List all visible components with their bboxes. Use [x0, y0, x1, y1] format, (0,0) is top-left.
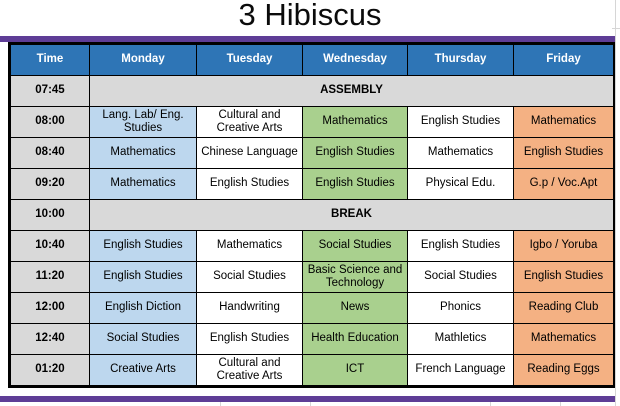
subject-cell: English Studies [303, 138, 408, 169]
subject-cell: Reading Eggs [514, 355, 615, 387]
subject-cell: English Diction [90, 293, 197, 324]
header-row [10, 44, 615, 76]
break-cell: BREAK [90, 200, 615, 231]
table-row-1240 [10, 324, 615, 355]
table-row-0920 [10, 169, 615, 200]
subject-cell: Mathletics [408, 324, 514, 355]
time-cell: 12:00 [10, 293, 90, 324]
time-cell: 01:20 [10, 355, 90, 387]
time-cell: 09:20 [10, 169, 90, 200]
subject-cell: Cultural and Creative Arts [197, 107, 303, 138]
subject-cell: English Studies [197, 169, 303, 200]
subject-cell: Lang. Lab/ Eng. Studies [90, 107, 197, 138]
subject-cell: Mathematics [514, 324, 615, 355]
subject-cell: English Studies [514, 138, 615, 169]
header-cell-wednesday: Wednesday [303, 44, 408, 76]
time-cell: 08:00 [10, 107, 90, 138]
gridline [560, 402, 561, 406]
subject-cell: ICT [303, 355, 408, 387]
subject-cell: Igbo / Yoruba [514, 231, 615, 262]
subject-cell: Mathematics [197, 231, 303, 262]
subject-cell: Mathematics [90, 169, 197, 200]
subject-cell: English Studies [408, 231, 514, 262]
table-row-1120 [10, 262, 615, 293]
subject-cell: Physical Edu. [408, 169, 514, 200]
table-row-1200 [10, 293, 615, 324]
subject-cell: Social Studies [303, 231, 408, 262]
bottom-accent-bar [0, 396, 616, 402]
subject-cell: Social Studies [408, 262, 514, 293]
subject-cell: Handwriting [197, 293, 303, 324]
subject-cell: News [303, 293, 408, 324]
page-title: 3 Hibiscus [238, 0, 382, 32]
subject-cell: G.p / Voc.Apt [514, 169, 615, 200]
time-cell: 11:20 [10, 262, 90, 293]
subject-cell: Social Studies [90, 324, 197, 355]
subject-cell: Reading Club [514, 293, 615, 324]
subject-cell: English Studies [303, 169, 408, 200]
header-cell-time: Time [10, 44, 90, 76]
subject-cell: Chinese Language [197, 138, 303, 169]
timetable-table [8, 42, 616, 388]
time-cell: 12:40 [10, 324, 90, 355]
subject-cell: Health Education [303, 324, 408, 355]
subject-cell: Phonics [408, 293, 514, 324]
subject-cell: Creative Arts [90, 355, 197, 387]
subject-cell: Mathematics [90, 138, 197, 169]
gridline [310, 402, 311, 406]
gridline [612, 28, 620, 29]
table-row-0840 [10, 138, 615, 169]
table-row-1000 [10, 200, 615, 231]
subject-cell: Mathematics [408, 138, 514, 169]
subject-cell: Mathematics [303, 107, 408, 138]
time-cell: 10:00 [10, 200, 90, 231]
header-cell-thursday: Thursday [408, 44, 514, 76]
subject-cell: Mathematics [514, 107, 615, 138]
time-cell: 07:45 [10, 76, 90, 107]
header-cell-monday: Monday [90, 44, 197, 76]
time-cell: 10:40 [10, 231, 90, 262]
gridline [615, 0, 616, 406]
subject-cell: French Language [408, 355, 514, 387]
time-cell: 08:40 [10, 138, 90, 169]
gridline [220, 402, 221, 406]
subject-cell: English Studies [90, 231, 197, 262]
subject-cell: English Studies [197, 324, 303, 355]
subject-cell: English Studies [514, 262, 615, 293]
gridline [490, 402, 491, 406]
subject-cell: Social Studies [197, 262, 303, 293]
table-row-1040 [10, 231, 615, 262]
subject-cell: Cultural and Creative Arts [197, 355, 303, 387]
subject-cell: English Studies [90, 262, 197, 293]
table-row-0800 [10, 107, 615, 138]
subject-cell: English Studies [408, 107, 514, 138]
header-cell-friday: Friday [514, 44, 615, 76]
table-row-0120 [10, 355, 615, 387]
assembly-cell: ASSEMBLY [90, 76, 615, 107]
table-row-0745 [10, 76, 615, 107]
subject-cell: Basic Science and Technology [303, 262, 408, 293]
header-cell-tuesday: Tuesday [197, 44, 303, 76]
